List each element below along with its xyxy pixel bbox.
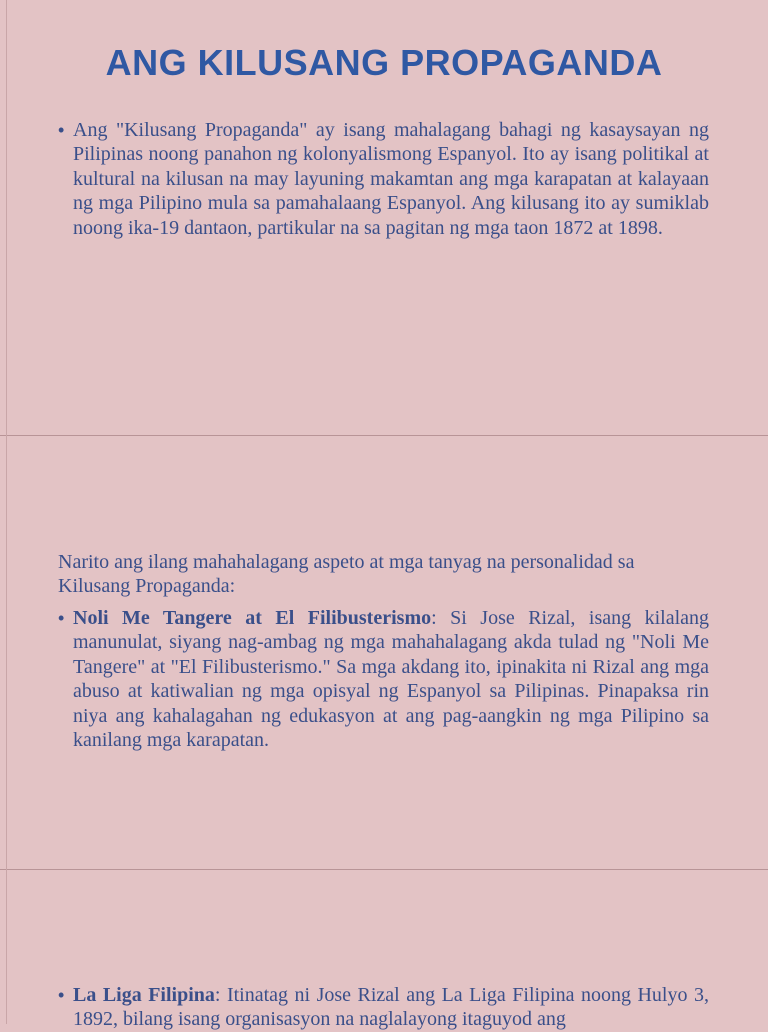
bullet-text (73, 606, 709, 752)
bullet-text: Ang "Kilusang Propaganda" ay isang mahalagang bahagi ng kasaysayan ng Pilipinas noong panahon ng kolonyalismong Espanyol. Ito ay isang politikal at kultural na kilusan na may layuning makamtan ang mga karapatan at kalayaan ng mga Pilipino mula sa pamahalaang Espanyol. Ang kilusang ito ay sumiklab noong ika-19 dantaon, partikular na sa pagitan ng mga taon 1872 at 1898. (73, 119, 709, 239)
page-title: ANG KILUSANG PROPAGANDA (105, 42, 663, 83)
list-item (58, 118, 709, 240)
page-edge (6, 0, 7, 1024)
bullet-list (58, 983, 709, 1032)
bullet-body: : Itinatag ni Jose Rizal ang La Liga Filipina noong Hulyo 3, 1892, bilang isang organisasyon na naglalayong itaguyod ang (73, 984, 709, 1031)
intro-paragraph: Narito ang ilang mahahalagang aspeto at mga tanyag na personalidad sa Kilusang Propaganda: (58, 551, 635, 598)
bullet-term: La Liga Filipina (73, 984, 215, 1006)
bullet-list (58, 606, 709, 752)
slide-divider (0, 869, 768, 870)
bullet-icon: • (58, 608, 65, 628)
bullet-term: Noli Me Tangere at El Filibusterismo (73, 607, 432, 629)
bullet-list (58, 118, 709, 240)
bullet-icon: • (58, 985, 65, 1005)
slide-1 (0, 0, 768, 436)
list-item (58, 983, 709, 1032)
bullet-body: : Si Jose Rizal, isang kilalang manunulat, siyang nag-ambag ng mga mahahalagang akda tulad ng "Noli Me Tangere" at "El Filibusterismo." Sa mga akdang ito, ipinakita ni Rizal ang mga abuso at katiwalian ng mga opisyal ng Espanyol sa Pilipinas. Pinapaksa rin niya ang kahalagahan ng edukasyon at ang pag-aangkin ng mga Pilipino sa kanilang mga karapatan. (73, 607, 710, 752)
slide-3 (0, 870, 768, 1031)
slide-2 (0, 436, 768, 870)
slide-divider (0, 435, 768, 436)
bullet-text (73, 983, 709, 1032)
list-item (58, 606, 709, 752)
bullet-icon: • (58, 120, 65, 140)
